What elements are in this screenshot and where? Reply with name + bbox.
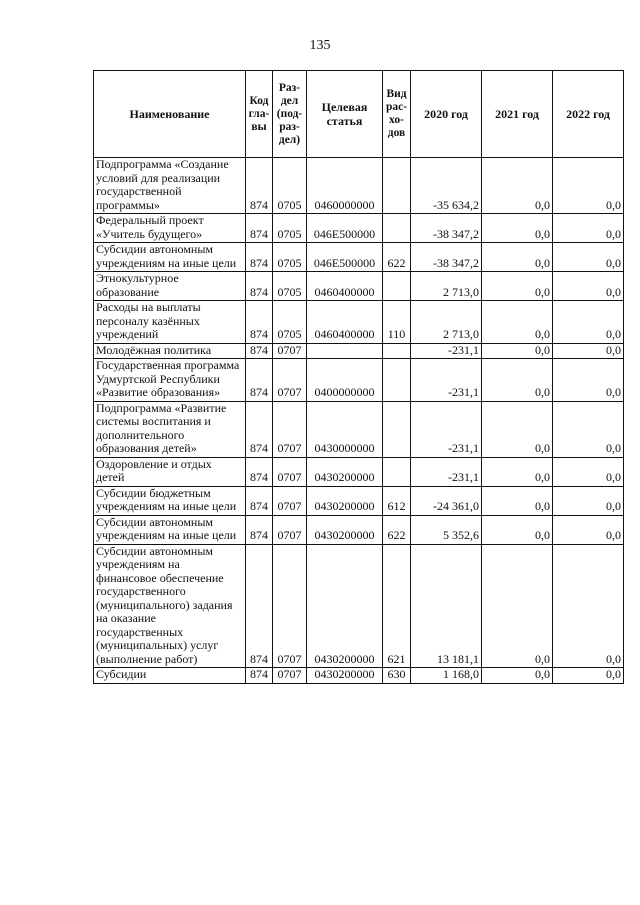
row-name: Расходы на выплаты персоналу казённых учреждений: [94, 301, 246, 344]
row-2020: -24 361,0: [411, 486, 482, 515]
row-2021: 0,0: [482, 301, 553, 344]
row-section: 0707: [273, 359, 307, 402]
row-2022: 0,0: [553, 214, 624, 243]
row-section: 0707: [273, 668, 307, 684]
row-target: 0430200000: [307, 457, 383, 486]
row-target: 0430000000: [307, 401, 383, 457]
row-target: 046E500000: [307, 214, 383, 243]
row-code: 874: [246, 401, 273, 457]
row-target: 0430200000: [307, 515, 383, 544]
row-section: 0707: [273, 343, 307, 359]
header-code: Код гла-вы: [246, 71, 273, 158]
row-2020: -231,1: [411, 401, 482, 457]
row-code: 874: [246, 158, 273, 214]
row-2021: 0,0: [482, 343, 553, 359]
row-section: 0707: [273, 515, 307, 544]
row-target: 0400000000: [307, 359, 383, 402]
row-2021: 0,0: [482, 515, 553, 544]
table-row: [94, 343, 624, 359]
row-section: 0707: [273, 401, 307, 457]
row-kind: [383, 457, 411, 486]
header-target: Целевая статья: [307, 71, 383, 158]
row-code: 874: [246, 544, 273, 668]
table-row: [94, 272, 624, 301]
row-name: Субсидии автономным учреждениям на иные цели: [94, 515, 246, 544]
row-target: [307, 343, 383, 359]
row-code: 874: [246, 243, 273, 272]
row-2022: 0,0: [553, 401, 624, 457]
row-section: 0705: [273, 158, 307, 214]
header-2021: 2021 год: [482, 71, 553, 158]
row-kind: [383, 401, 411, 457]
row-kind: 630: [383, 668, 411, 684]
row-2020: 13 181,1: [411, 544, 482, 668]
row-target: 046E500000: [307, 243, 383, 272]
row-kind: 622: [383, 515, 411, 544]
row-code: 874: [246, 486, 273, 515]
budget-table: [93, 70, 624, 684]
row-name: Подпрограмма «Создание условий для реализации государственной программы»: [94, 158, 246, 214]
row-code: 874: [246, 214, 273, 243]
row-code: 874: [246, 359, 273, 402]
row-kind: 612: [383, 486, 411, 515]
row-name: Подпрограмма «Развитие системы воспитания и дополнительного образования детей»: [94, 401, 246, 457]
row-code: 874: [246, 272, 273, 301]
row-2021: 0,0: [482, 544, 553, 668]
row-section: 0705: [273, 301, 307, 344]
row-name: Субсидии бюджетным учреждениям на иные цели: [94, 486, 246, 515]
row-2022: 0,0: [553, 158, 624, 214]
row-2022: 0,0: [553, 301, 624, 344]
row-2020: 1 168,0: [411, 668, 482, 684]
row-2022: 0,0: [553, 668, 624, 684]
row-section: 0705: [273, 272, 307, 301]
row-name: Государственная программа Удмуртской Республики «Развитие образования»: [94, 359, 246, 402]
row-section: 0707: [273, 486, 307, 515]
row-name: Оздоровление и отдых детей: [94, 457, 246, 486]
row-target: 0430200000: [307, 544, 383, 668]
row-name: Молодёжная политика: [94, 343, 246, 359]
table-row: [94, 486, 624, 515]
row-section: 0705: [273, 214, 307, 243]
row-2022: 0,0: [553, 343, 624, 359]
row-2021: 0,0: [482, 486, 553, 515]
row-2020: -35 634,2: [411, 158, 482, 214]
row-2022: 0,0: [553, 457, 624, 486]
row-2020: -38 347,2: [411, 214, 482, 243]
row-2021: 0,0: [482, 668, 553, 684]
row-2021: 0,0: [482, 457, 553, 486]
row-2020: 2 713,0: [411, 272, 482, 301]
row-2020: 2 713,0: [411, 301, 482, 344]
row-kind: [383, 158, 411, 214]
row-2022: 0,0: [553, 486, 624, 515]
row-kind: 621: [383, 544, 411, 668]
row-name: Федеральный проект «Учитель будущего»: [94, 214, 246, 243]
row-name: Этнокультурное образование: [94, 272, 246, 301]
row-name: Субсидии автономным учреждениям на иные цели: [94, 243, 246, 272]
row-2021: 0,0: [482, 359, 553, 402]
table-row: [94, 457, 624, 486]
row-target: 0430200000: [307, 668, 383, 684]
row-kind: [383, 272, 411, 301]
table-row: [94, 158, 624, 214]
table-row: [94, 359, 624, 402]
row-kind: 622: [383, 243, 411, 272]
row-code: 874: [246, 343, 273, 359]
row-code: 874: [246, 668, 273, 684]
row-name: Субсидии автономным учреждениям на финансовое обеспечение государственного (муниципального) задания на оказание государственных (муниципальных) услуг (выполнение работ): [94, 544, 246, 668]
row-target: 0430200000: [307, 486, 383, 515]
row-target: 0460000000: [307, 158, 383, 214]
row-section: 0707: [273, 544, 307, 668]
row-2020: -231,1: [411, 343, 482, 359]
row-name: Субсидии: [94, 668, 246, 684]
table-row: [94, 214, 624, 243]
row-2020: -38 347,2: [411, 243, 482, 272]
table-row: [94, 243, 624, 272]
row-2021: 0,0: [482, 401, 553, 457]
page-number: 135: [309, 38, 331, 53]
header-kind: Вид рас-хо-дов: [383, 71, 411, 158]
row-2021: 0,0: [482, 272, 553, 301]
header-name: Наименование: [94, 71, 246, 158]
row-2022: 0,0: [553, 515, 624, 544]
row-2022: 0,0: [553, 359, 624, 402]
row-target: 0460400000: [307, 301, 383, 344]
row-2020: -231,1: [411, 359, 482, 402]
row-code: 874: [246, 515, 273, 544]
row-2022: 0,0: [553, 272, 624, 301]
row-2020: -231,1: [411, 457, 482, 486]
row-code: 874: [246, 301, 273, 344]
table-header-row: [94, 71, 624, 158]
table-row: [94, 544, 624, 668]
header-2020: 2020 год: [411, 71, 482, 158]
row-2021: 0,0: [482, 214, 553, 243]
row-2021: 0,0: [482, 243, 553, 272]
table-row: [94, 301, 624, 344]
table-row: [94, 401, 624, 457]
row-2022: 0,0: [553, 544, 624, 668]
row-2022: 0,0: [553, 243, 624, 272]
row-kind: [383, 343, 411, 359]
header-2022: 2022 год: [553, 71, 624, 158]
row-target: 0460400000: [307, 272, 383, 301]
row-code: 874: [246, 457, 273, 486]
row-kind: [383, 214, 411, 243]
table-row: [94, 515, 624, 544]
row-kind: 110: [383, 301, 411, 344]
row-kind: [383, 359, 411, 402]
row-2020: 5 352,6: [411, 515, 482, 544]
row-section: 0707: [273, 457, 307, 486]
row-2021: 0,0: [482, 158, 553, 214]
header-section: Раз-дел (под-раз-дел): [273, 71, 307, 158]
row-section: 0705: [273, 243, 307, 272]
table-row: [94, 668, 624, 684]
